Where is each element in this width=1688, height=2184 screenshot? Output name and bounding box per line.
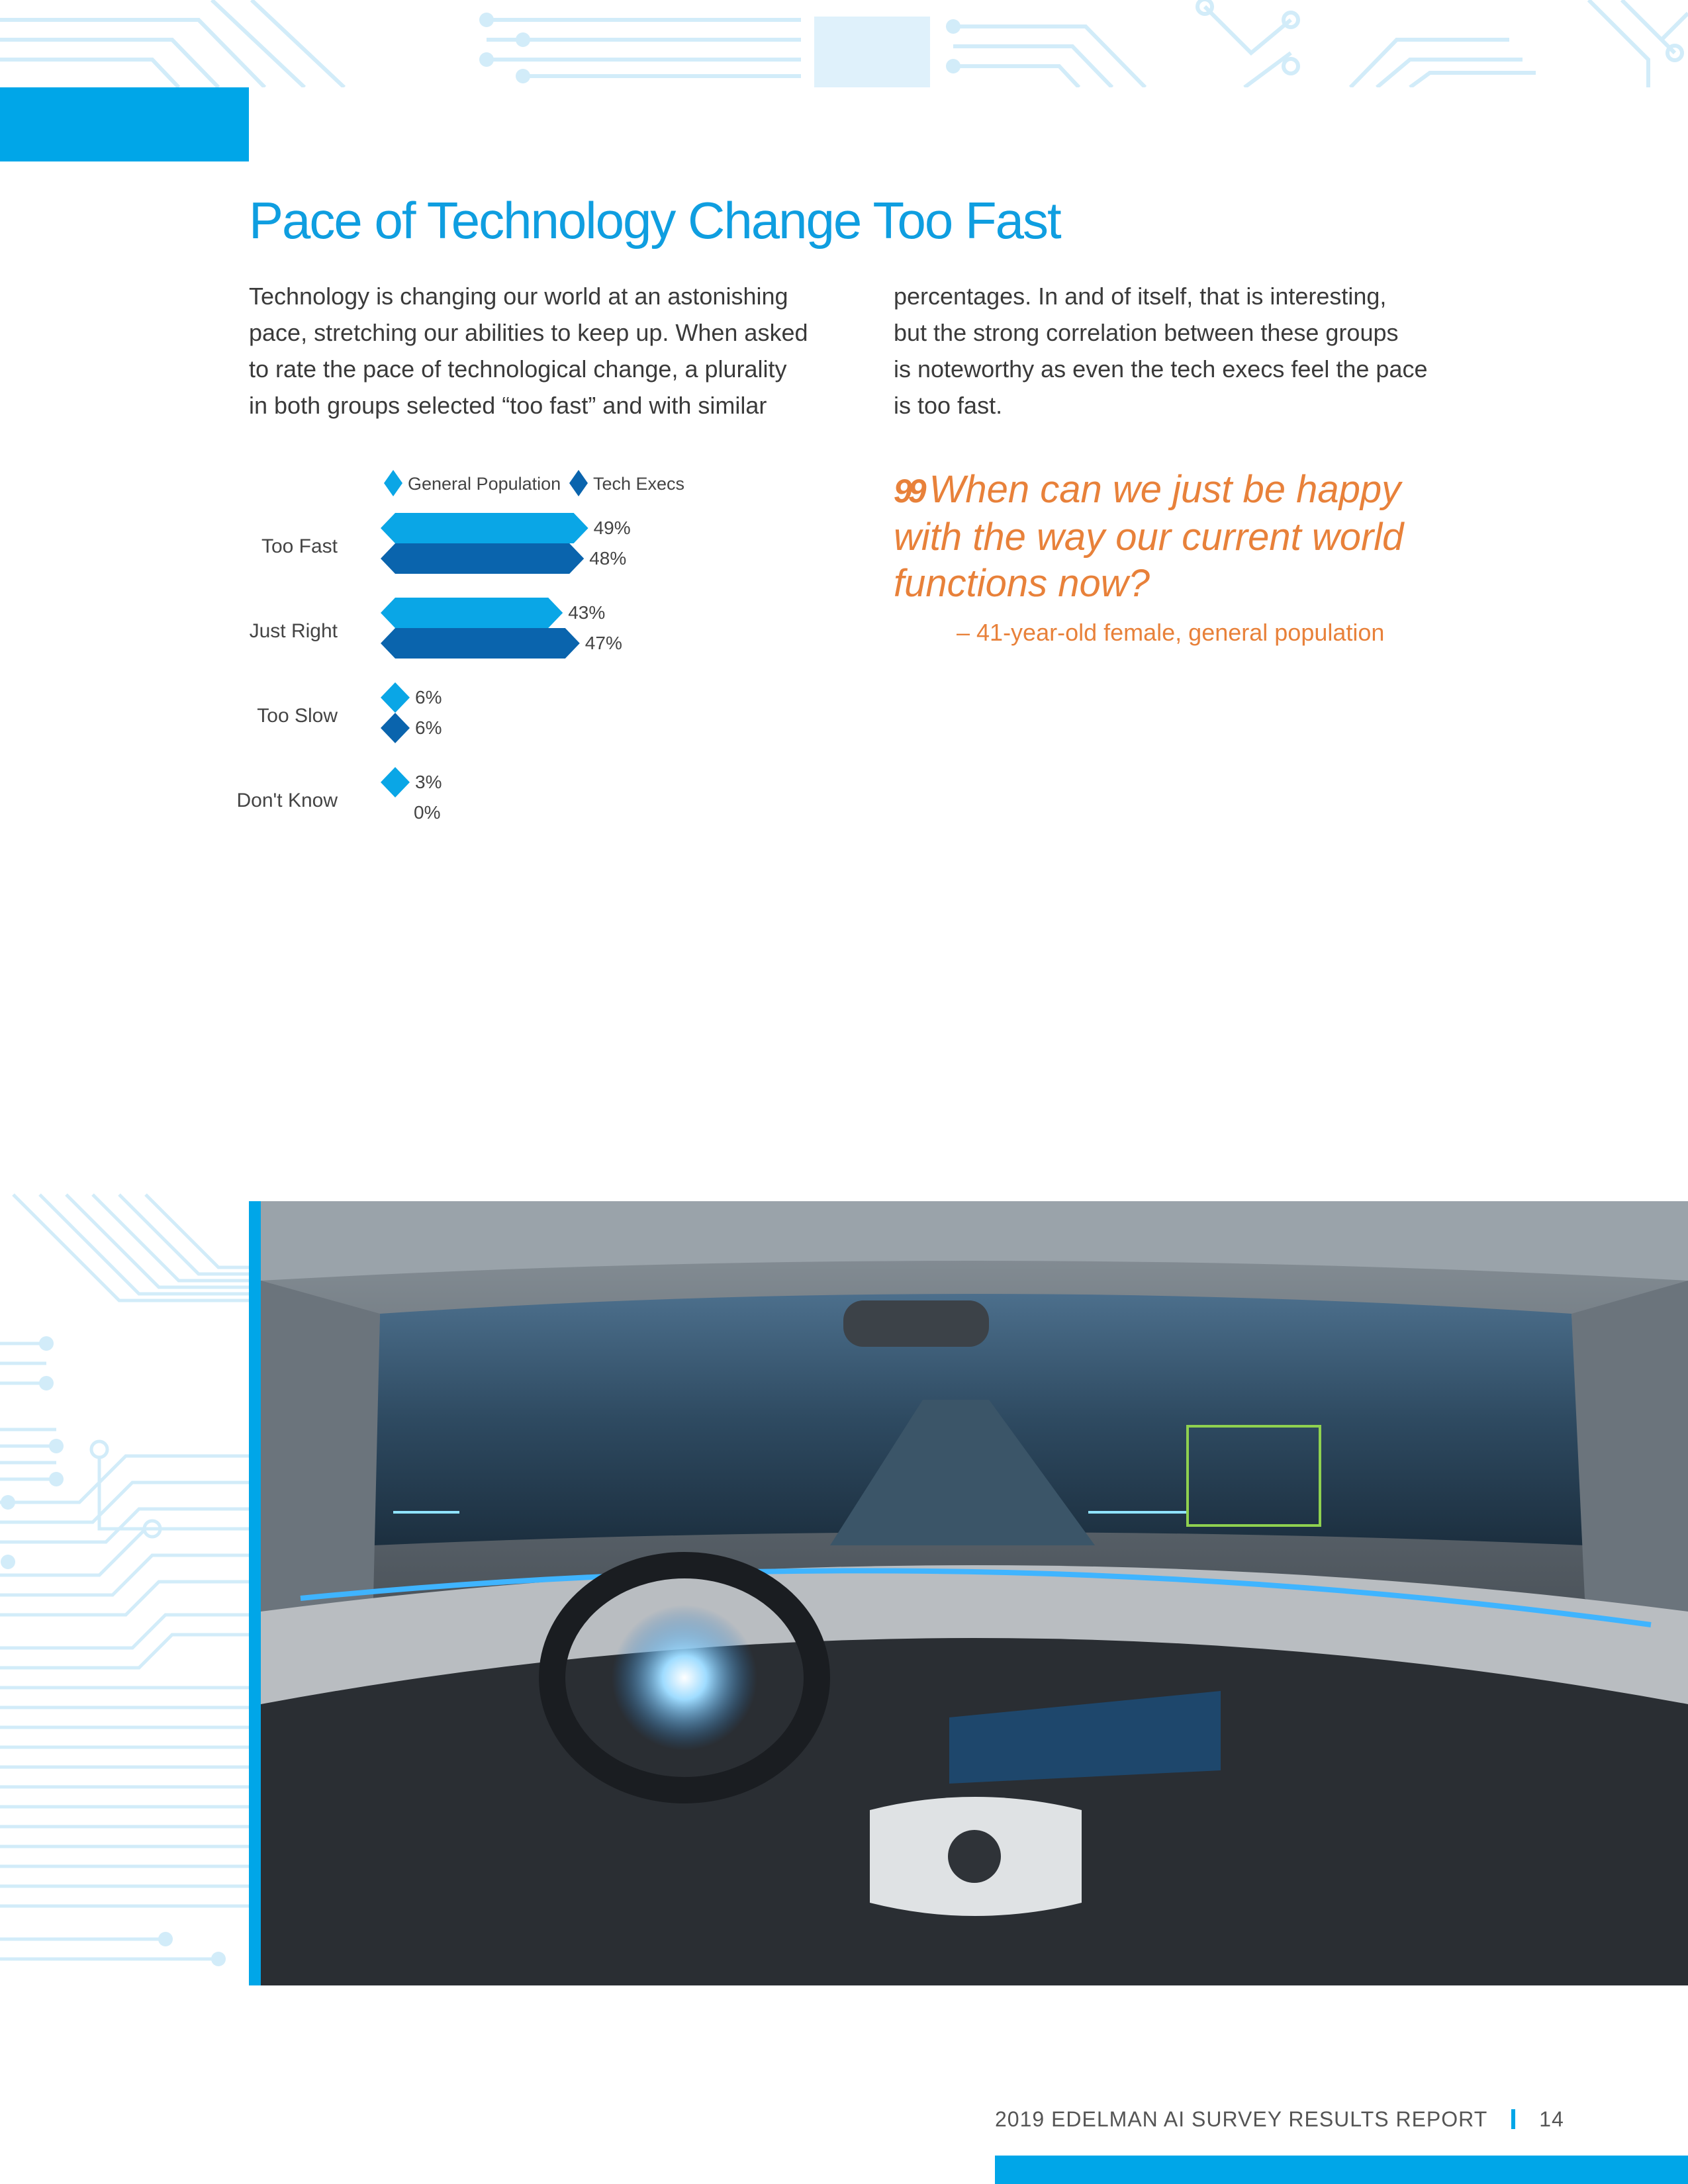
chart-bar bbox=[381, 713, 410, 743]
chart-bar bbox=[381, 598, 563, 628]
chart-bar bbox=[381, 513, 588, 543]
legend-diamond-icon bbox=[384, 470, 402, 496]
autonomous-car-interior-photo bbox=[261, 1201, 1688, 1985]
pace-of-change-chart bbox=[232, 457, 695, 841]
body-column-right bbox=[894, 278, 1489, 424]
footer-separator bbox=[1511, 2109, 1515, 2129]
data-label: 43% bbox=[568, 602, 606, 623]
side-circuit-decoration bbox=[0, 1191, 249, 1999]
photo-accent-bar bbox=[249, 1201, 261, 1985]
chart-bar bbox=[381, 543, 584, 574]
body-line: is too fast. bbox=[894, 392, 1003, 419]
quote-line: with the way our current world bbox=[894, 516, 1404, 559]
data-label: 47% bbox=[585, 633, 622, 653]
quote-text bbox=[894, 467, 1489, 607]
footer bbox=[995, 2107, 1564, 2132]
footer-report-title: 2019 EDELMAN AI SURVEY RESULTS REPORT bbox=[995, 2107, 1488, 2131]
body-line: Technology is changing our world at an astonishing bbox=[249, 283, 788, 310]
quote-line: When can we just be happy bbox=[929, 468, 1401, 511]
quote-attribution: – 41-year-old female, general population bbox=[957, 619, 1385, 646]
body-line: is noteworthy as even the tech execs feel the pace bbox=[894, 355, 1428, 383]
category-label: Don't Know bbox=[236, 790, 338, 811]
legend-label: General Population bbox=[408, 474, 561, 494]
category-label: Too Slow bbox=[257, 705, 338, 727]
quotation-mark-icon: 99 bbox=[894, 473, 923, 510]
body-line: but the strong correlation between these groups bbox=[894, 319, 1399, 346]
data-label: 49% bbox=[593, 518, 631, 538]
body-line: to rate the pace of technological change, a plurality bbox=[249, 355, 787, 383]
legend-label: Tech Execs bbox=[593, 474, 685, 494]
category-label: Just Right bbox=[249, 620, 338, 642]
page-number: 14 bbox=[1539, 2107, 1564, 2131]
top-accent-bar bbox=[0, 87, 249, 161]
data-label: 48% bbox=[589, 548, 627, 569]
category-label: Too Fast bbox=[261, 535, 338, 557]
legend-diamond-icon bbox=[569, 470, 588, 496]
body-column-left bbox=[249, 278, 845, 424]
chart-bar bbox=[381, 628, 580, 659]
photo-illustration bbox=[261, 1201, 1688, 1985]
data-label: 3% bbox=[415, 772, 442, 792]
body-line: in both groups selected “too fast” and with similar bbox=[249, 392, 767, 419]
pull-quote bbox=[894, 467, 1489, 647]
body-line: pace, stretching our abilities to keep up. When asked bbox=[249, 319, 808, 346]
data-label: 6% bbox=[415, 717, 442, 738]
chart-bar bbox=[381, 682, 410, 713]
data-label: 0% bbox=[414, 802, 441, 823]
data-label: 6% bbox=[415, 687, 442, 707]
page-title: Pace of Technology Change Too Fast bbox=[249, 191, 1060, 250]
quote-line: functions now? bbox=[894, 562, 1150, 605]
top-circuit-decoration bbox=[0, 0, 1688, 87]
bottom-accent-bar bbox=[995, 2156, 1688, 2184]
chart-bar bbox=[381, 767, 410, 797]
body-line: percentages. In and of itself, that is interesting, bbox=[894, 283, 1387, 310]
